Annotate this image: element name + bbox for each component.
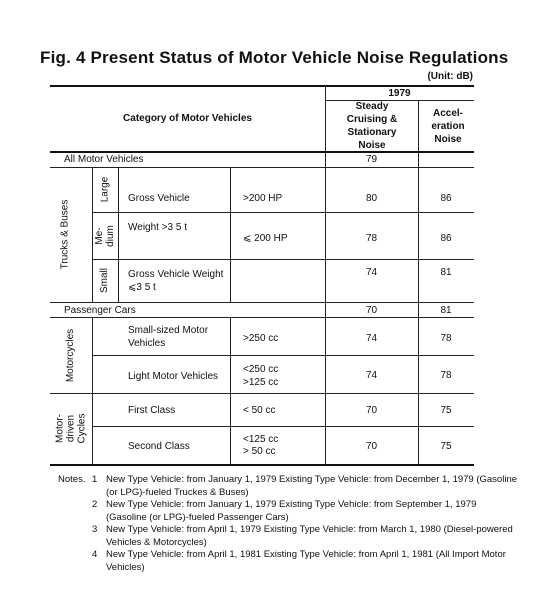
unit-label: (Unit: dB) <box>427 71 473 82</box>
note-number: 3 <box>92 524 98 535</box>
motor-driven-cycles-group-label: Motor-driven Cycles <box>54 413 88 444</box>
first-class-accel: 75 <box>440 404 452 416</box>
motorcycles-group-label: Motorcycles <box>65 328 77 382</box>
large-accel: 86 <box>440 192 452 204</box>
row-divider <box>50 317 474 318</box>
col-divider <box>230 317 231 464</box>
second-class-steady: 70 <box>365 440 378 452</box>
note-text: New Type Vehicle: from January 1, 1979 Existing Type Vehicle: from December 1, 1979 (Gasoline (or LPG)-fueled Truckes & Buses) <box>106 474 518 498</box>
col-divider <box>118 167 119 302</box>
passenger-accel: 81 <box>440 304 452 316</box>
category-header: Category of Motor Vehicles <box>123 113 252 124</box>
small-desc: Gross Vehicle Weight ⩽3 5 t <box>128 269 224 293</box>
note-number: 2 <box>92 499 98 510</box>
row-divider <box>92 259 474 260</box>
medium-spec: ⩽ 200 HP <box>243 232 288 244</box>
medium-accel: 86 <box>440 232 452 244</box>
note-item <box>58 499 518 524</box>
row-divider <box>92 212 474 213</box>
year-header: 1979 <box>388 87 411 99</box>
note-number: 4 <box>92 549 98 560</box>
passenger-cars-label: Passenger Cars <box>64 304 136 316</box>
steady-noise-header: Steady Cruising & Stationary Noise <box>346 101 398 151</box>
small-spec <box>243 264 323 298</box>
small-sized-desc: Small-sized Motor Vehicles <box>128 325 209 349</box>
col-divider <box>230 167 231 302</box>
light-motor-accel: 78 <box>440 369 452 381</box>
small-label: Small <box>99 267 111 294</box>
second-class-desc: Second Class <box>128 440 190 452</box>
second-class-spec-upper: <125 cc <box>243 434 279 445</box>
first-class-steady: 70 <box>365 404 378 416</box>
medium-steady: 78 <box>365 232 378 244</box>
passenger-steady: 70 <box>365 304 378 316</box>
light-motor-spec-upper: <250 cc <box>243 363 279 375</box>
notes-section <box>58 474 518 574</box>
note-text: New Type Vehicle: from April 1, 1979 Existing Type Vehicle: from March 1, 1980 (Diesel-powered Vehicles & Motorcycles) <box>106 524 513 548</box>
acceleration-noise-header: Accel- eration Noise <box>431 107 465 145</box>
note-item <box>58 524 518 549</box>
large-label: Large <box>99 176 111 203</box>
note-text: New Type Vehicle: from January 1, 1979 Existing Type Vehicle: from September 1, 1979 (Gasoline (or LPG)-fueled Passenger Cars) <box>106 499 477 523</box>
note-text: New Type Vehicle: from April 1, 1981 Existing Type Vehicle: from April 1, 1981 (All Import Motor Vehicles) <box>106 549 506 573</box>
row-divider <box>92 355 474 356</box>
row-divider <box>50 393 474 394</box>
medium-label: Me- dium <box>94 224 116 247</box>
weight-label: Weight >3 5 t <box>128 221 188 233</box>
gross-vehicle-label: Gross Vehicle <box>128 192 190 204</box>
table-bottom-rule <box>50 464 474 466</box>
col-divider <box>92 317 93 464</box>
note-item <box>58 474 518 499</box>
note-item <box>58 549 518 574</box>
small-steady: 74 <box>365 266 378 278</box>
second-class-accel: 75 <box>440 440 452 452</box>
note-number: 1 <box>92 474 98 485</box>
large-steady: 80 <box>365 192 378 204</box>
second-class-spec-lower: > 50 cc <box>243 446 276 457</box>
small-sized-spec: >250 cc <box>243 332 279 344</box>
trucks-buses-group-label: Trucks & Buses <box>59 199 71 270</box>
all-vehicles-steady: 79 <box>365 154 378 165</box>
all-vehicles-label: All Motor Vehicles <box>64 154 144 165</box>
small-sized-steady: 74 <box>365 332 378 344</box>
light-motor-desc: Light Motor Vehicles <box>128 370 219 382</box>
small-accel: 81 <box>440 266 452 278</box>
row-divider <box>92 426 474 427</box>
all-vehicles-accel <box>418 152 474 167</box>
first-class-desc: First Class <box>128 404 176 416</box>
light-motor-spec-lower: >125 cc <box>243 376 279 388</box>
large-spec: >200 HP <box>243 192 283 204</box>
figure-title: Fig. 4 Present Status of Motor Vehicle Noise Regulations <box>40 48 509 67</box>
light-motor-steady: 74 <box>365 369 378 381</box>
small-sized-accel: 78 <box>440 332 452 344</box>
first-class-spec: < 50 cc <box>243 404 276 416</box>
notes-label: Notes. <box>58 474 86 485</box>
